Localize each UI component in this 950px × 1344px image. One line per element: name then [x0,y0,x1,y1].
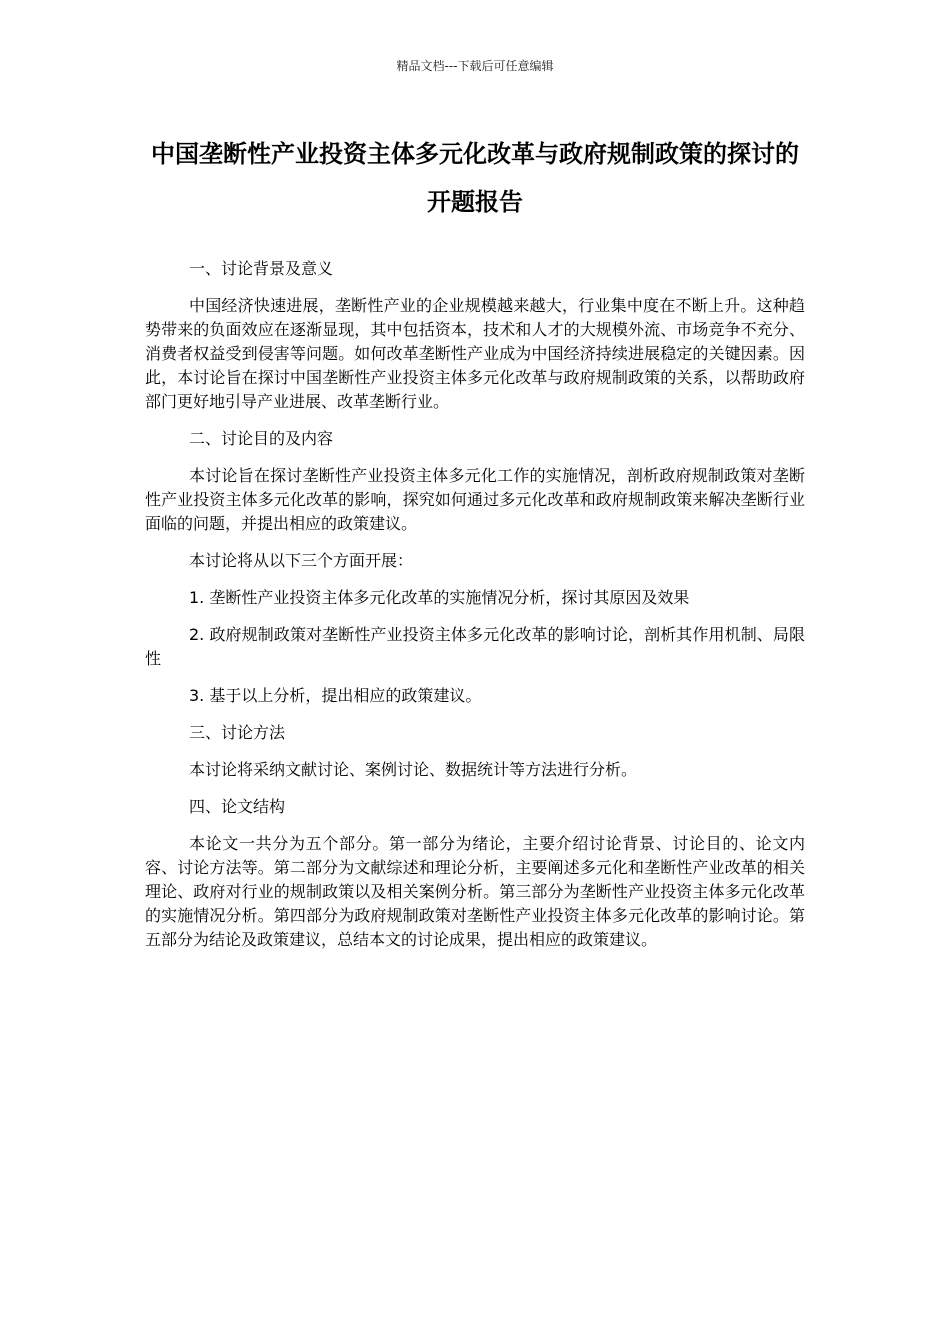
document-body [145,257,805,965]
document-title: 中国垄断性产业投资主体多元化改革与政府规制政策的探讨的开题报告 [151,140,799,216]
section-heading-structure: 四、论文结构 [189,797,286,816]
paragraph-structure: 本论文一共分为五个部分。第一部分为绪论，主要介绍讨论背景、讨论目的、论文内容、讨论方法等。第二部分为文献综述和理论分析，主要阐述多元化和垄断性产业改革的相关理论、政府对行业的规制政策以及相关案例分析。第三部分为垄断性产业投资主体多元化改革的实施情况分析。第四部分为政府规制政策对垄断性产业投资主体多元化改革的影响讨论。第五部分为结论及政策建议，总结本文的讨论成果，提出相应的政策建议。 [145,834,805,949]
list-item-3: 3. 基于以上分析，提出相应的政策建议。 [189,686,482,705]
paragraph-objectives: 本讨论旨在探讨垄断性产业投资主体多元化工作的实施情况，剖析政府规制政策对垄断性产业投资主体多元化改革的影响，探究如何通过多元化改革和政府规制政策来解决垄断行业面临的问题，并提出相应的政策建议。 [145,466,805,533]
section-heading-methods: 三、讨论方法 [189,723,286,742]
section-heading-objectives: 二、讨论目的及内容 [189,429,334,448]
paragraph-background: 中国经济快速进展，垄断性产业的企业规模越来越大，行业集中度在不断上升。这种趋势带来的负面效应在逐渐显现，其中包括资本，技术和人才的大规模外流、市场竞争不充分、消费者权益受到侵害等问题。如何改革垄断性产业成为中国经济持续进展稳定的关键因素。因此，本讨论旨在探讨中国垄断性产业投资主体多元化改革与政府规制政策的关系，以帮助政府部门更好地引导产业进展、改革垄断行业。 [145,296,805,411]
paragraph-methods: 本讨论将采纳文献讨论、案例讨论、数据统计等方法进行分析。 [189,760,638,779]
page-header: 精品文档---下载后可任意编辑 [396,59,554,73]
paragraph-aspects-intro: 本讨论将从以下三个方面开展： [189,551,414,570]
list-item-2: 2. 政府规制政策对垄断性产业投资主体多元化改革的影响讨论，剖析其作用机制、局限性 [145,625,805,668]
section-heading-background: 一、讨论背景及意义 [189,259,334,278]
list-item-1: 1. 垄断性产业投资主体多元化改革的实施情况分析，探讨其原因及效果 [189,588,690,607]
